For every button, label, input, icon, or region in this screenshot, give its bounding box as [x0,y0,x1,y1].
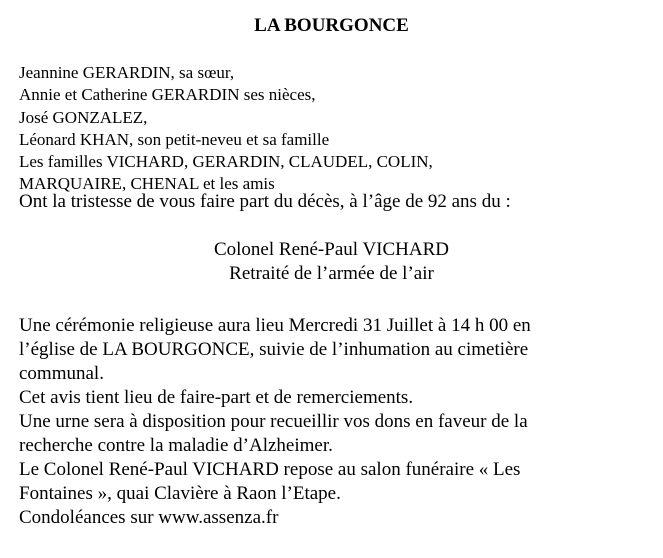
details-line: Une cérémonie religieuse aura lieu Mercredi 31 Juillet à 14 h 00 en [19,315,531,336]
ceremony-details [19,314,649,530]
deceased-block [0,238,663,286]
family-line: Les familles VICHARD, GERARDIN, CLAUDEL, COLIN, [19,152,433,172]
details-line: l’église de LA BOURGONCE, suivie de l’inhumation au cimetière [19,339,529,360]
details-line: communal. [19,363,104,384]
notice-title: LA BOURGONCE [254,15,409,36]
family-line: Léonard KHAN, son petit-neveu et sa famille [19,129,330,149]
details-line: recherche contre la maladie d’Alzheimer. [19,435,333,456]
family-line: Annie et Catherine GERARDIN ses nièces, [19,85,316,105]
family-line: José GONZALEZ, [19,107,148,127]
details-line: Cet avis tient lieu de faire-part et de remerciements. [19,387,414,408]
announcement-intro: Ont la tristesse de vous faire part du décès, à l’âge de 92 ans du : [19,191,511,212]
deceased-name: Colonel René-Paul VICHARD [213,239,450,260]
details-line: Fontaines », quai Clavière à Raon l’Etape. [19,483,341,504]
condolences-line: Condoléances sur www.assenza.fr [19,507,279,528]
details-line: Une urne sera à disposition pour recueillir vos dons en faveur de la [19,411,528,432]
family-line: MARQUAIRE, CHENAL et les amis [19,174,275,194]
family-list [19,62,649,196]
deceased-title: Retraité de l’armée de l’air [229,263,434,284]
family-line: Jeannine GERARDIN, sa sœur, [19,63,235,82]
details-line: Le Colonel René-Paul VICHARD repose au salon funéraire « Les [19,459,521,480]
